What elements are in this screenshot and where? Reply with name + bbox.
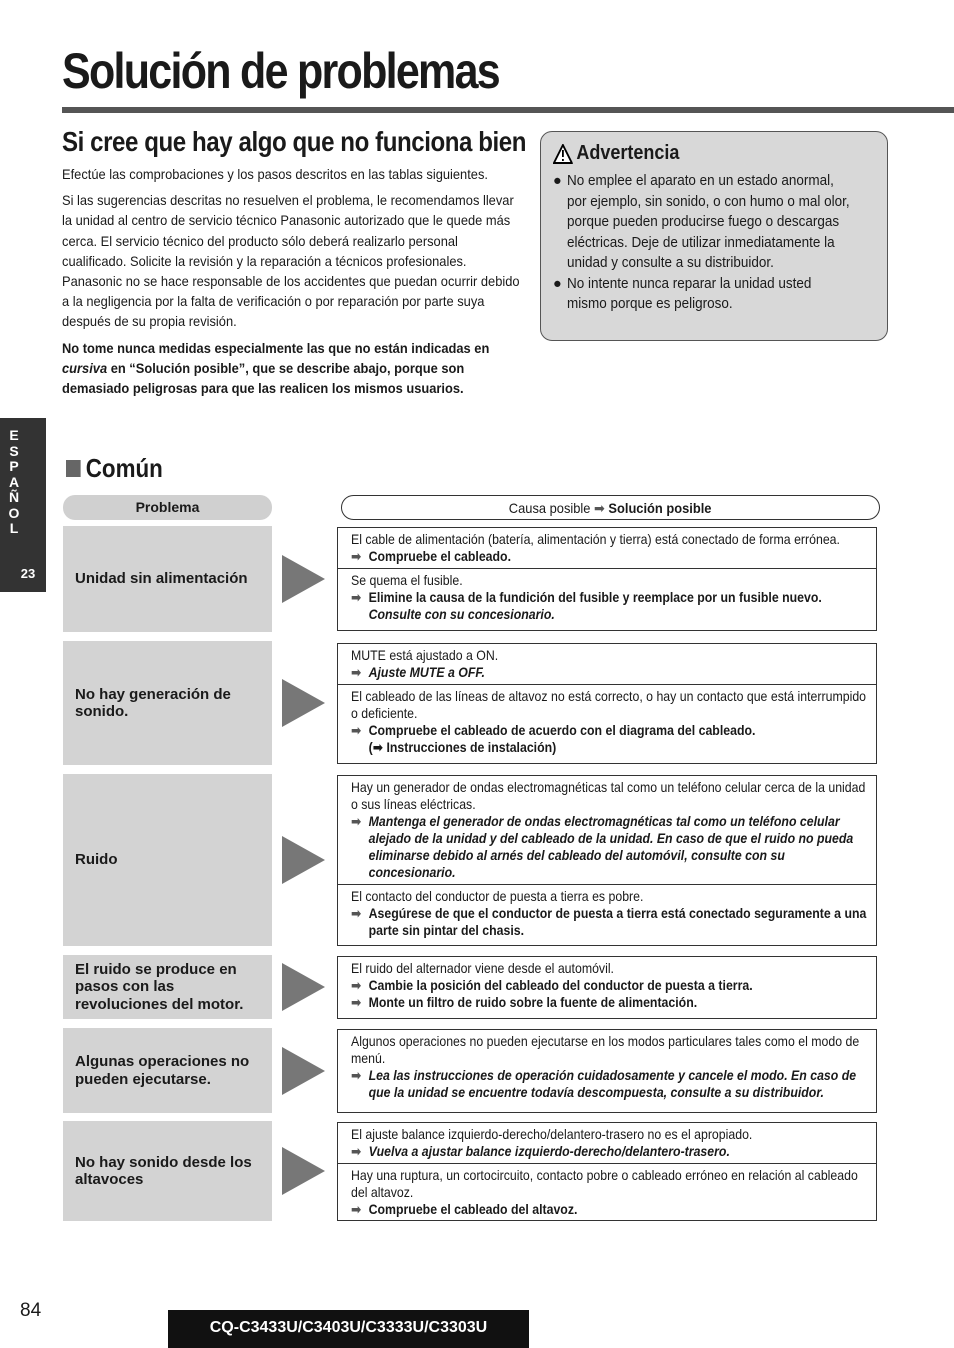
remedy-note bbox=[351, 739, 872, 756]
cause-text: El cable de alimentación (batería, alimentación y tierra) está conectado de forma errónea. bbox=[351, 531, 840, 547]
remedy-text bbox=[369, 994, 698, 1011]
remedy-bold: Elimine la causa de la fundición del fusible y reemplace por un fusible nuevo. bbox=[368, 589, 822, 605]
language-letters bbox=[0, 428, 28, 537]
warning-title-label: Advertencia bbox=[576, 142, 680, 164]
remedy-bold: Compruebe el cableado. bbox=[368, 548, 512, 564]
remedy-line bbox=[351, 1201, 872, 1218]
remedy-italic-text: Vuelva a ajustar balance izquierdo-derecho/delantero-trasero. bbox=[368, 1143, 730, 1159]
remedy-line bbox=[351, 994, 872, 1011]
solution-box bbox=[337, 956, 877, 1019]
language-letter: O bbox=[8, 504, 20, 521]
row-arrow-icon bbox=[282, 555, 325, 603]
remedy-text bbox=[369, 548, 511, 565]
arrow-right-icon: ➡ bbox=[351, 813, 362, 829]
remedy-line bbox=[351, 548, 872, 565]
intro-text bbox=[62, 164, 522, 404]
arrow-right-icon: ➡ bbox=[351, 589, 362, 605]
problem-cell bbox=[63, 774, 272, 946]
cause-text: Hay una ruptura, un cortocircuito, contacto pobre o cableado erróneo en relación al cableado del altavoz. bbox=[351, 1167, 858, 1200]
remedy-bold: Asegúrese de que el conductor de puesta a tierra está conectado seguramente a una parte sin pintar del chasis. bbox=[368, 905, 867, 938]
square-icon bbox=[66, 460, 81, 477]
problem-label: No hay generación de sonido. bbox=[75, 685, 231, 720]
arrow-right-icon: ➡ bbox=[351, 994, 362, 1010]
problem-cell bbox=[63, 955, 272, 1019]
cause-label: Causa posible bbox=[509, 500, 591, 516]
language-letter: L bbox=[9, 520, 19, 536]
solution-box bbox=[337, 775, 877, 946]
remedy-text bbox=[369, 977, 753, 994]
problem-cell bbox=[63, 1028, 272, 1113]
arrow-right-icon: ➡ bbox=[351, 664, 362, 680]
solution-entry bbox=[338, 569, 876, 626]
problem-cell bbox=[63, 641, 272, 765]
section-heading: Si cree que hay algo que no funciona bien bbox=[62, 126, 527, 157]
remedy-italic-text: Lea las instrucciones de operación cuidadosamente y cancele el modo. En caso de que la unidad se encuentre todavía descompuesta, consulte a su distribuidor. bbox=[368, 1067, 857, 1100]
cause-column-header bbox=[341, 495, 880, 520]
common-heading bbox=[66, 453, 163, 484]
problem-label: Algunas operaciones no pueden ejecutarse. bbox=[75, 1053, 250, 1088]
warning-title bbox=[553, 142, 843, 165]
solution-box bbox=[337, 1029, 877, 1113]
row-arrow-icon bbox=[282, 836, 325, 884]
problem-label: Unidad sin alimentación bbox=[75, 570, 248, 588]
warning-icon bbox=[553, 144, 573, 164]
solution-box bbox=[337, 643, 877, 764]
solution-entry bbox=[338, 885, 876, 942]
remedy-bold: Cambie la posición del cableado del conductor de puesta a tierra. bbox=[368, 977, 753, 993]
model-label: CQ-C3433U/C3403U/C3333U/C3303U bbox=[168, 1310, 529, 1348]
arrow-right-icon: ➡ bbox=[351, 905, 362, 921]
solution-entry bbox=[338, 644, 876, 685]
remedy-bold: Monte un filtro de ruido sobre la fuente de alimentación. bbox=[368, 994, 698, 1010]
remedy-italic: Consulte con su concesionario. bbox=[368, 606, 555, 622]
remedy-italic-text: Ajuste MUTE a OFF. bbox=[368, 664, 485, 680]
cause-text: El ajuste balance izquierdo-derecho/delantero-trasero no es el apropiado. bbox=[351, 1126, 753, 1142]
intro-paragraph-2: Si las sugerencias descritas no resuelven el problema, le recomendamos llevar la unidad al centro de servicio técnico Panasonic autorizado que le quede más cerca. El servicio técnico del producto sólo deberá realizarlo personal cualificado. Solicite la revisión y la reparación a técnicos profesionales. Panasonic no se hace responsable de los accidentes que puedan ocurrir debido a la negligencia por la falta de verificación o por reparación por parte suya después de su propia revisión. bbox=[62, 192, 520, 330]
arrow-right-icon: ➡ bbox=[351, 1201, 362, 1217]
remedy-text bbox=[369, 905, 872, 939]
remedy-line bbox=[351, 722, 872, 739]
arrow-right-icon: ➡ bbox=[351, 1067, 362, 1083]
bullet-icon: ● bbox=[553, 173, 562, 189]
solution-entry bbox=[338, 1164, 876, 1221]
language-section-number: 23 bbox=[20, 566, 36, 581]
remedy-text bbox=[369, 589, 872, 623]
cause-text: Algunos operaciones no pueden ejecutarse en los modos particulares tales como el modo de menú. bbox=[351, 1033, 860, 1066]
remedy-line bbox=[351, 664, 872, 681]
intro-paragraph-1: Efectúe las comprobaciones y los pasos descritos en las tablas siguientes. bbox=[62, 166, 488, 182]
cause-text: MUTE está ajustado a ON. bbox=[351, 647, 499, 663]
remedy-line bbox=[351, 589, 872, 623]
remedy-line bbox=[351, 977, 872, 994]
row-arrow-icon bbox=[282, 1047, 325, 1095]
arrow-right-icon: ➡ bbox=[351, 977, 362, 993]
cause-text: Hay un generador de ondas electromagnéticas tal como un teléfono celular cerca de la unidad o sus líneas eléctricas. bbox=[351, 779, 866, 812]
arrow-right-icon: ➡ bbox=[351, 722, 362, 738]
language-letter: A bbox=[8, 473, 20, 490]
warning-box bbox=[540, 131, 888, 341]
remedy-bold: Compruebe el cableado de acuerdo con el diagrama del cableado. bbox=[368, 722, 756, 738]
solution-entry bbox=[338, 957, 876, 1014]
remedy-text bbox=[369, 1201, 578, 1218]
row-arrow-icon bbox=[282, 679, 325, 727]
language-letter: E bbox=[9, 427, 19, 443]
cause-text: El ruido del alternador viene desde el automóvil. bbox=[351, 960, 614, 976]
remedy-italic-text: Mantenga el generador de ondas electromagnéticas tal como un teléfono celular alejado de la unidad y del cableado de la unidad. En caso de que el ruido no pueda eliminarse debido al arnés del cableado del automóvil, consulte con su concesionario. bbox=[368, 813, 854, 880]
solution-box bbox=[337, 1122, 877, 1221]
language-letter: S bbox=[9, 442, 19, 459]
cause-text: El cableado de las líneas de altavoz no está correcto, o hay un contacto que está interrumpido o deficiente. bbox=[351, 688, 867, 721]
language-tab bbox=[0, 418, 46, 592]
solution-entry bbox=[338, 776, 876, 885]
language-letter: P bbox=[9, 458, 19, 474]
page-number: 84 bbox=[20, 1300, 42, 1321]
language-letter: Ñ bbox=[8, 489, 20, 505]
solution-entry bbox=[338, 528, 876, 569]
solution-entry bbox=[338, 1030, 876, 1104]
intro-paragraph-3: No tome nunca medidas especialmente las que no están indicadas en cursiva en “Solución posible”, que se describe abajo, porque son demasiado peligrosas para que las realicen los mismos usuarios. bbox=[62, 339, 490, 397]
common-heading-label: Común bbox=[85, 453, 163, 483]
 bbox=[351, 739, 369, 756]
warning-item-text: No intente nunca reparar la unidad usted mismo porque es peligroso. bbox=[567, 275, 812, 312]
warning-item bbox=[553, 274, 875, 315]
warning-item bbox=[553, 171, 875, 274]
warning-item-text: No emplee el aparato en un estado anormal, por ejemplo, sin sonido, o con humo o mal olor, porque pueden producirse fuego o descargas eléctricas. Deje de utilizar inmediatamente la unidad y consulte a su distribuidor. bbox=[567, 173, 850, 271]
problem-label: Ruido bbox=[75, 851, 118, 869]
arrow-right-icon: ➡ bbox=[372, 739, 387, 755]
arrow-right-icon: ➡ bbox=[351, 1143, 362, 1159]
problem-cell bbox=[63, 526, 272, 632]
problem-label: El ruido se produce en pasos con las revoluciones del motor. bbox=[75, 960, 244, 1013]
title-rule bbox=[62, 107, 954, 113]
remedy-bold: Compruebe el cableado del altavoz. bbox=[368, 1201, 578, 1217]
solution-entry bbox=[338, 1123, 876, 1164]
problem-cell bbox=[63, 1121, 272, 1221]
solution-label: Solución posible bbox=[608, 500, 712, 516]
row-arrow-icon bbox=[282, 963, 325, 1011]
page-title: Solución de problemas bbox=[62, 43, 499, 99]
solution-entry bbox=[338, 685, 876, 759]
remedy-line bbox=[351, 905, 872, 939]
remedy-text bbox=[369, 722, 756, 739]
arrow-right-icon: ➡ bbox=[351, 548, 362, 564]
solution-box bbox=[337, 527, 877, 631]
cause-text: El contacto del conductor de puesta a tierra es pobre. bbox=[351, 888, 644, 904]
problem-column-header: Problema bbox=[63, 495, 272, 520]
problem-label: No hay sonido desde los altavoces bbox=[75, 1153, 252, 1188]
note-text: (➡ Instrucciones de instalación) bbox=[368, 739, 557, 755]
remedy-line bbox=[351, 813, 872, 881]
row-arrow-icon bbox=[282, 1147, 325, 1195]
cause-text: Se quema el fusible. bbox=[351, 572, 463, 588]
note-label: Instrucciones de instalación bbox=[386, 739, 553, 755]
bullet-icon: ● bbox=[553, 275, 562, 292]
arrow-right-icon: ➡ bbox=[594, 500, 606, 516]
remedy-line bbox=[351, 1067, 872, 1101]
remedy-line bbox=[351, 1143, 872, 1160]
